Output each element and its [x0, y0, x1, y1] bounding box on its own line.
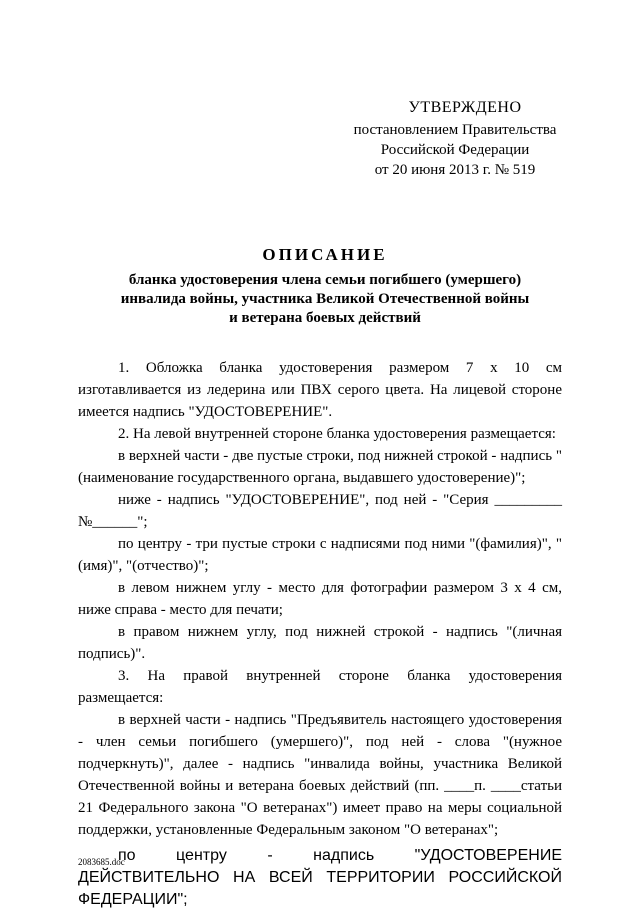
title-line-3: и ветерана боевых действий — [229, 310, 421, 326]
approval-line-2: Российской Федерации — [380, 142, 530, 158]
paragraph-7: в правом нижнем углу, под нижней строкой - надпись "(личная подпись)". — [78, 624, 562, 662]
document-title — [90, 245, 560, 328]
paragraph-5: по центру - три пустые строки с надписями под ними "(фамилия)", "(имя)", "(отчество)"; — [78, 536, 562, 574]
approval-line-3: от 20 июня 2013 г. № 519 — [374, 162, 536, 178]
document-file-reference: 2083685.doc — [78, 857, 125, 867]
title-heading: ОПИСАНИЕ — [262, 245, 388, 264]
paragraph-2: 2. На левой внутренней стороне бланка удостоверения размещается: — [118, 426, 556, 442]
approval-block — [340, 98, 570, 180]
paragraph-4: ниже - надпись "УДОСТОВЕРЕНИЕ", под ней - "Серия _________ №______"; — [78, 492, 562, 530]
title-line-2: инвалида войны, участника Великой Отечественной войны — [120, 291, 530, 307]
approval-stamp: УТВЕРЖДЕНО — [408, 99, 522, 116]
paragraph-10: по центру - надпись "УДОСТОВЕРЕНИЕ ДЕЙСТВИТЕЛЬНО НА ВСЕЙ ТЕРРИТОРИИ РОССИЙСКОЙ ФЕДЕРАЦИИ"; — [78, 847, 562, 908]
approval-line-1: постановлением Правительства — [353, 122, 557, 138]
paragraph-8: 3. На правой внутренней стороне бланка удостоверения размещается: — [78, 668, 562, 706]
paragraph-9: в верхней части - надпись "Предъявитель настоящего удостоверения - член семьи погибшего (умершего)", под ней - слова "(нужное подчеркнуть)", далее - надпись "инвалида войны, участника Великой Отечественной войны и ветерана боевых действий (пп. ____п. ____статьи 21 Федерального закона "О ветеранах") имеет право на меры социальной поддержки, установленные Федеральным законом "О ветеранах"; — [78, 712, 562, 838]
document-body — [78, 357, 562, 911]
title-line-1: бланка удостоверения члена семьи погибшего (умершего) — [128, 272, 522, 288]
paragraph-3: в верхней части - две пустые строки, под нижней строкой - надпись "(наименование государственного органа, выдавшего удостоверение)"; — [78, 448, 562, 486]
paragraph-6: в левом нижнем углу - место для фотографии размером 3 х 4 см, ниже справа - место для печати; — [78, 580, 562, 618]
paragraph-1: 1. Обложка бланка удостоверения размером 7 х 10 см изготавливается из ледерина или ПВХ серого цвета. На лицевой стороне имеется надпись "УДОСТОВЕРЕНИЕ". — [78, 360, 562, 420]
